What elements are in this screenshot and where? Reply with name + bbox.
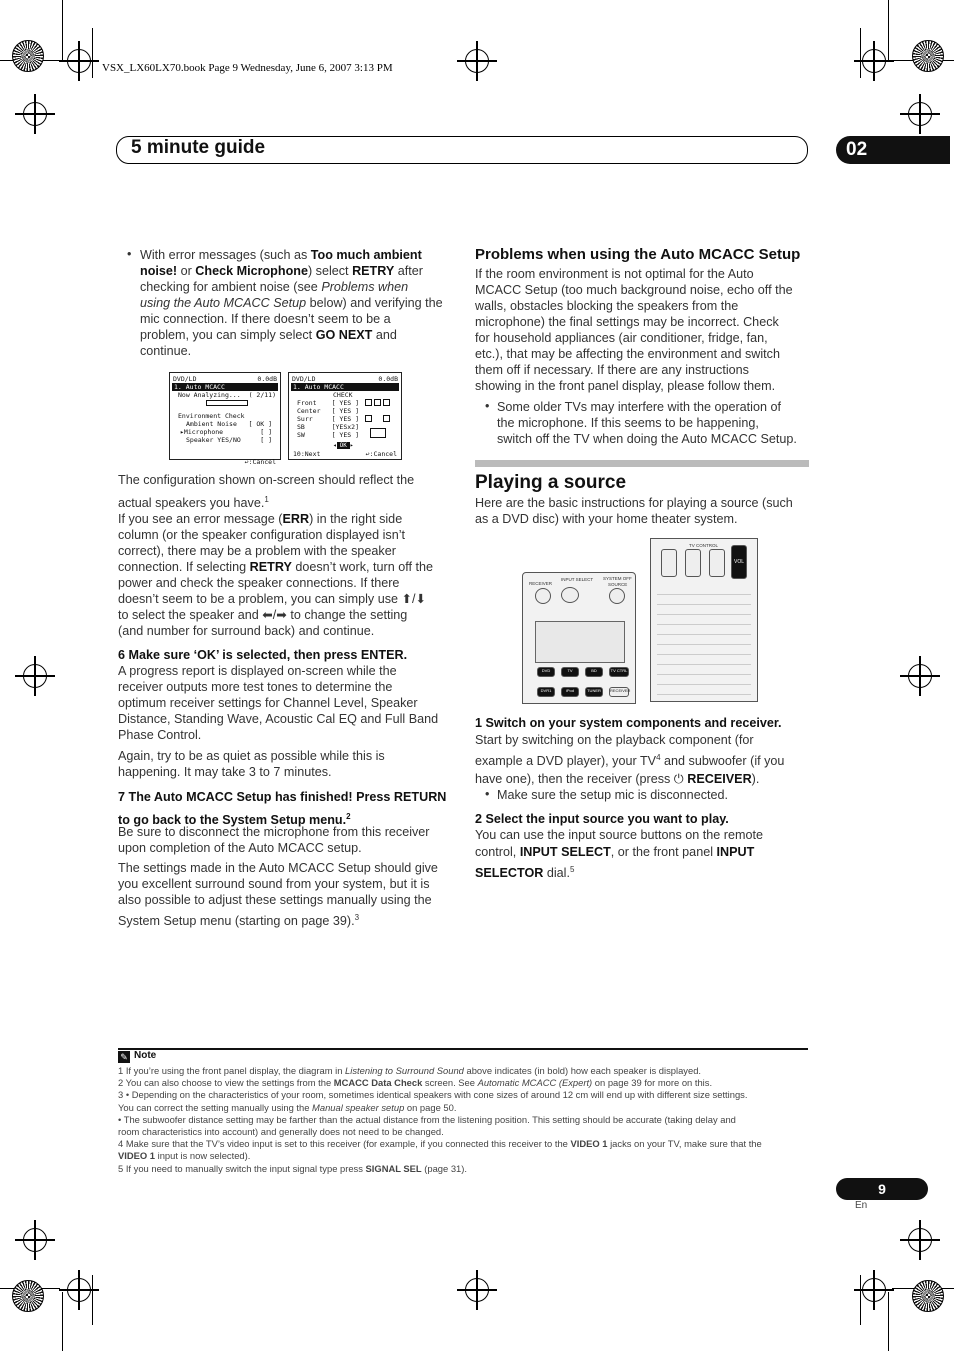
config-paragraph: The configuration shown on-screen should reflect the actual speakers you have.$^1$ bbox=[118, 473, 415, 511]
remote-button-grid bbox=[657, 585, 751, 695]
source-power-button bbox=[609, 588, 625, 604]
ipod-button: iPod bbox=[561, 687, 579, 697]
disconnect-paragraph: Be sure to disconnect the microphone from this receiver upon completion of the Auto MCACC setup. bbox=[118, 825, 430, 855]
registration-crosshair-icon bbox=[465, 49, 489, 73]
step-2-heading: 2 Select the input source you want to play. bbox=[475, 812, 729, 826]
tv-ch-button bbox=[709, 549, 725, 577]
step-6-heading: 6 Make sure ‘OK’ is selected, then press ENTER. bbox=[118, 648, 408, 662]
problems-heading: Problems when using the Auto MCACC Setup bbox=[475, 246, 801, 263]
tuner-button: TUNER bbox=[585, 687, 603, 697]
quiet-paragraph: Again, try to be as quiet as possible while this is happening. It may take 3 to 7 minutes. bbox=[118, 749, 385, 779]
notes-rule bbox=[118, 1048, 808, 1050]
input-select-button bbox=[561, 587, 579, 603]
registration-crosshair-icon bbox=[908, 664, 932, 688]
progress-paragraph: A progress report is displayed on-screen while the receiver outputs more test tones to determine the optimum receiver settings for Channel Level, Speaker Distance, Standing Wave, Acoustic Cal EQ and Full Band Phase Control. bbox=[118, 664, 439, 742]
dvr1-button: DVR1 bbox=[537, 687, 555, 697]
error-bullet: With error messages (such as Too much ambient noise! or Check Microphone) select RETRY after checking for ambient noise (see Problems when using the Auto MCACC Setup below) and verifying the mic connection. If there doesn’t seem to be a problem, you can simply select GO NEXT and continue. bbox=[140, 248, 443, 358]
registration-crosshair-icon bbox=[908, 1228, 932, 1252]
step-7-heading: 7 The Auto MCACC Setup has finished! Press RETURN to go back to the System Setup menu.$^2$ bbox=[118, 790, 447, 828]
section-divider bbox=[475, 460, 809, 467]
bd-button: BD bbox=[585, 667, 603, 677]
settings-paragraph: The settings made in the Auto MCACC Setup should give you excellent surround sound from your system, but it is also possible to adjust these settings manually using the System Setup menu (starting on page 39).$^3$ bbox=[118, 861, 438, 929]
registration-sunburst-icon bbox=[12, 1280, 44, 1312]
osd-screen-analyzing: DVD/LD 0.0dB 1. Auto MCACC Now Analyzing... ( 2/11) Environment Check Ambient Noise [ OK ] ▸Microphone [ ] Speaker YES/NO [ ] ↩:Cancel bbox=[169, 372, 281, 460]
registration-crosshair-icon bbox=[465, 1278, 489, 1302]
tv-ctrl-button: TV CTRL bbox=[609, 667, 629, 677]
receiver-power-button bbox=[535, 588, 551, 604]
registration-crosshair-icon bbox=[23, 102, 47, 126]
registration-crosshair-icon bbox=[23, 664, 47, 688]
bullet-dot: • bbox=[485, 787, 490, 801]
registration-crosshair-icon bbox=[67, 1278, 91, 1302]
registration-crosshair-icon bbox=[862, 1278, 886, 1302]
playing-paragraph: Here are the basic instructions for playing a source (such as a DVD disc) with your home theater system. bbox=[475, 496, 793, 526]
step-2-paragraph: You can use the input source buttons on the remote control, INPUT SELECT, or the front panel INPUT SELECTOR dial.$^5$ bbox=[475, 828, 763, 881]
tv-vol-button bbox=[661, 549, 677, 577]
dvd-button: DVD bbox=[537, 667, 555, 677]
notes-label: Note bbox=[134, 1050, 157, 1061]
note-pencil-icon: ✎ bbox=[118, 1051, 130, 1063]
page-number: 9 bbox=[836, 1178, 928, 1200]
registration-crosshair-icon bbox=[23, 1228, 47, 1252]
registration-sunburst-icon bbox=[12, 40, 44, 72]
error-paragraph: If you see an error message (ERR) in the right side column (or the speaker configuration displayed isn’t correct), there may be a problem with the speaker connection. If selecting RETRY doesn’t work, turn off the power and check the speaker connections. If there doesn’t seem to be a problem, you can simply use ⬆/⬇ to select the speaker and ⬅/➡ to change the setting (and number for surround back) and continue. bbox=[118, 512, 434, 638]
tv-input-button bbox=[685, 549, 701, 577]
language-label: En bbox=[855, 1200, 868, 1211]
registration-sunburst-icon bbox=[912, 1280, 944, 1312]
remote-control-closeup: TV CONTROL VOL bbox=[650, 538, 758, 702]
playing-heading: Playing a source bbox=[475, 472, 627, 493]
chapter-number: 02 bbox=[836, 136, 950, 164]
book-slug-line: VSX_LX60LX70.book Page 9 Wednesday, June 6, 2007 3:13 PM bbox=[102, 62, 393, 74]
step-1-paragraph: Start by switching on the playback component (for example a DVD player), your $TV^4$ and subwoofer (if you have one), then the receiver (press ⏻ RECEIVER). bbox=[475, 733, 785, 787]
registration-crosshair-icon bbox=[67, 49, 91, 73]
remote-control-illustration: RECEIVER INPUT SELECT SYSTEM OFF SOURCE DVD TV BD TV CTRL DVR1 iPod TUNER RECEIVER bbox=[522, 572, 636, 704]
speaker-layout-icon bbox=[365, 395, 391, 437]
registration-crosshair-icon bbox=[908, 102, 932, 126]
mic-bullet: Make sure the setup mic is disconnected. bbox=[497, 788, 728, 802]
problems-paragraph: If the room environment is not optimal for the Auto MCACC Setup (too much background noise, echo off the walls, obstacles blocking the speakers from the microphone) the final settings may be incorrect. Check for household appliances (air conditioner, fridge, fan, etc.), that may be affecting the environment and switch them off if necessary. If there are any instructions showing in the front panel display, please follow them. bbox=[475, 267, 793, 393]
footnotes: 1 If you’re using the front panel display, the diagram in Listening to Surround Sound above indicates (in bold) how each speaker is displayed. 2 You can also choose to view the settings from the MCACC Data Check screen. See Automatic MCACC (Expert) on page 39 for more on this. 3 • Depending on the characteristics of your room, sometimes identical speakers with cone sizes of around 12 cm will end up with different size settings. You can correct the setting manually using the Manual speaker setup on page 50. • The subwoofer distance setting may be farther than the actual distance from the listening position. This setting should be accurate (taking delay and room characteristics into account) and generally does not need to be changed. 4 Make sure that the TV’s video input is set to this receiver (for example, if you connected this receiver to the VIDEO 1 jacks on your TV, make sure that the VIDEO 1 input is now selected). 5 If you need to manually switch the input signal type press SIGNAL SEL (page 31). bbox=[118, 1065, 762, 1174]
tv-button: TV bbox=[561, 667, 579, 677]
step-1-heading: 1 Switch on your system components and receiver. bbox=[475, 716, 782, 730]
bullet-dot: • bbox=[485, 399, 490, 413]
receiver-button: RECEIVER bbox=[609, 687, 629, 697]
tv-interference-bullet: Some older TVs may interfere with the operation of the microphone. If this seems to be happening, switch off the TV when doing the Auto MCACC Setup. bbox=[497, 400, 797, 446]
bullet-dot: • bbox=[127, 247, 132, 261]
volume-button: VOL bbox=[731, 545, 747, 579]
page-title: 5 minute guide bbox=[131, 137, 266, 158]
registration-sunburst-icon bbox=[912, 40, 944, 72]
osd-screen-speaker-check: DVD/LD 0.0dB 1. Auto MCACC CHECK Front [ YES ] Center [ YES ] Surr [ YES ] SB [YESx2] SW [ YES ] ◂ OK ▸ 10:Next ↩:Cancel bbox=[288, 372, 402, 460]
registration-crosshair-icon bbox=[862, 49, 886, 73]
remote-display bbox=[535, 621, 625, 663]
